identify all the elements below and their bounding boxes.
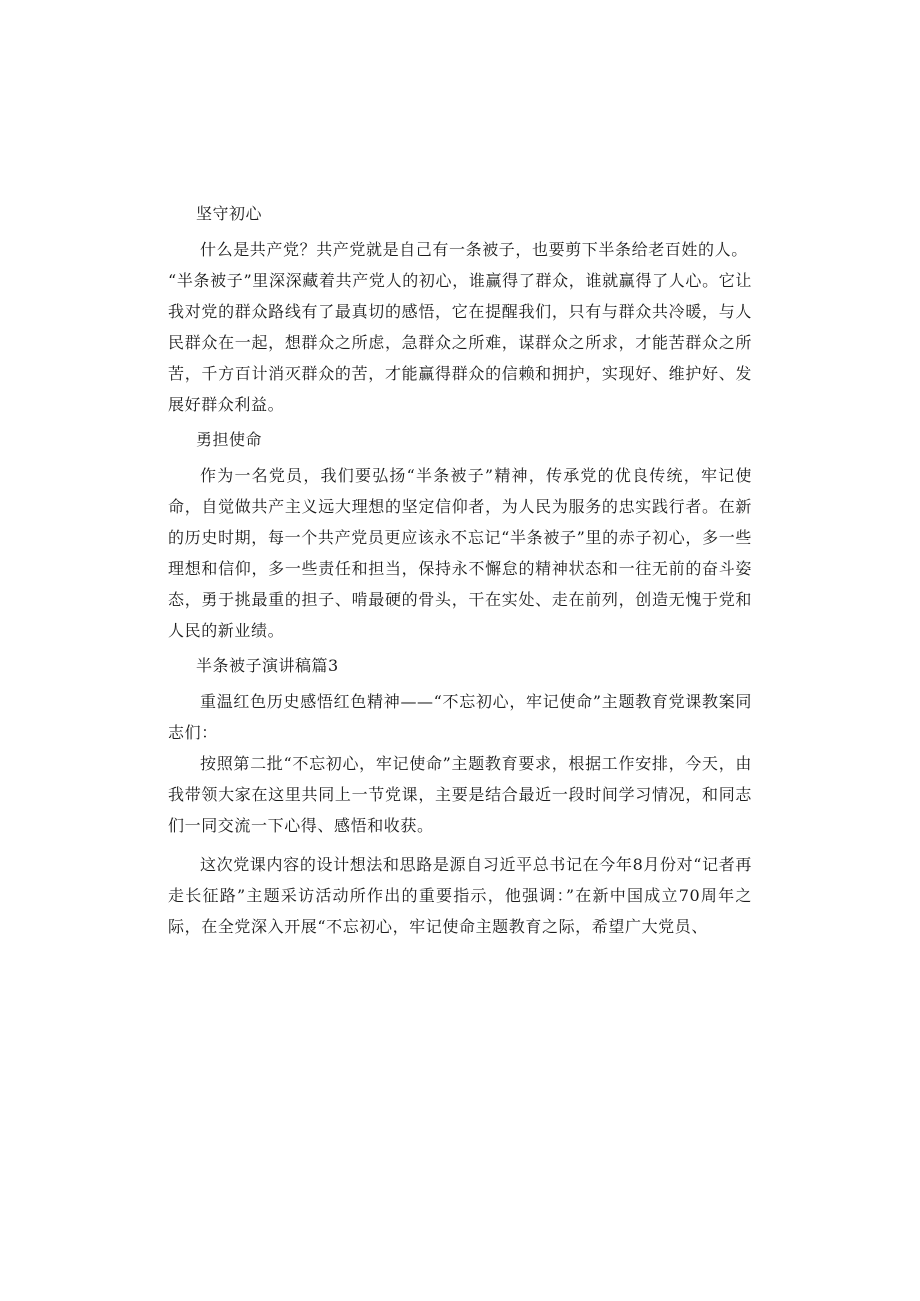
paragraph-half-quilt-heart: “半条被子”里深深藏着共产党人的初心，谁赢得了群众，谁就赢得了人心。它让我对党的群众路线有了最真切的感悟，它在提醒我们，只有与群众共冷暖，与人民群众在一起，想群众之所虑，急群众之所难，谋群众之所求，才能苦群众之所苦，千方百计消灭群众的苦，才能赢得群众的信赖和拥护，实现好、维护好、发展好群众利益。 xyxy=(168,271,752,414)
section-heading-shoulder-mission: 勇担使命 xyxy=(196,430,263,449)
paragraph-design-ideas: 这次党课内容的设计想法和思路是源自习近平总书记在今年8月份对“记者再走长征路”主题采访活动所作出的重要指示，他强调：”在新中国成立70周年之际，在全党深入开展“不忘初心，牢记使命主题教育之际，希望广大党员、 xyxy=(168,855,752,936)
paragraph-lesson-plan-title: 重温红色历史感悟红色精神——“不忘初心，牢记使命”主题教育党课教案同志们： xyxy=(168,692,752,742)
document-page xyxy=(168,200,752,948)
section-heading-keep-original-aspiration: 坚守初心 xyxy=(196,204,263,223)
paragraph-according-to-requirements: 按照第二批“不忘初心，牢记使命”主题教育要求，根据工作安排，今天，由我带领大家在这里共同上一节党课，主要是结合最近一段时间学习情况，和同志们一同交流一下心得、感悟和收获。 xyxy=(168,754,752,835)
section-heading-speech-part-3: 半条被子演讲稿篇3 xyxy=(196,656,339,675)
paragraph-what-is-party: 什么是共产党？共产党就是自己有一条被子，也要剪下半条给老百姓的人。 xyxy=(200,240,748,259)
paragraph-as-party-member: 作为一名党员，我们要弘扬“半条被子”精神，传承党的优良传统，牢记使命，自觉做共产主义远大理想的坚定信仰者，为人民为服务的忠实践行者。在新的历史时期，每一个共产党员更应该永不忘记“半条被子”里的赤子初心，多一些理想和信仰，多一些责任和担当，保持永不懈怠的精神状态和一往无前的奋斗姿态，勇于挑最重的担子、啃最硬的骨头，干在实处、走在前列，创造无愧于党和人民的新业绩。 xyxy=(168,466,752,640)
